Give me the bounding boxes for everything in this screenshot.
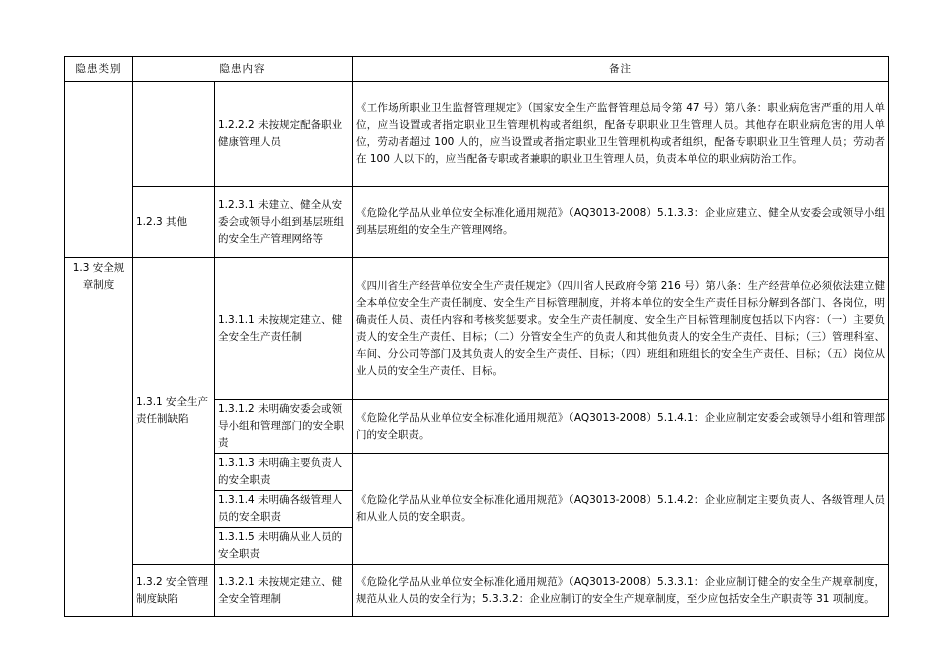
subcategory-cell: 1.3.2 安全管理制度缺陷 xyxy=(133,565,215,617)
header-row xyxy=(65,57,889,82)
remark-cell: 《危险化学品从业单位安全标准化通用规范》（AQ3013-2008）5.1.4.1：企业应制定安委会或领导小组和管理部门的安全职责。 xyxy=(353,400,889,454)
item-cell: 1.3.1.2 未明确安委会或领导小组和管理部门的安全职责 xyxy=(215,400,353,454)
header-category: 隐患类别 xyxy=(65,57,133,82)
header-content: 隐患内容 xyxy=(133,57,353,82)
item-cell: 1.3.1.1 未按规定建立、健全安全生产责任制 xyxy=(215,258,353,400)
item-cell: 1.3.1.4 未明确各级管理人员的安全职责 xyxy=(215,491,353,528)
table-row xyxy=(65,187,889,258)
table-row xyxy=(65,258,889,400)
category-cell xyxy=(65,82,133,258)
subcategory-cell: 1.3.1 安全生产责任制缺陷 xyxy=(133,258,215,565)
item-cell: 1.3.1.5 未明确从业人员的安全职责 xyxy=(215,528,353,565)
item-cell: 1.2.2.2 未按规定配备职业健康管理人员 xyxy=(215,82,353,187)
remark-cell: 《四川省生产经营单位安全生产责任规定》（四川省人民政府令第 216 号）第八条：生产经营单位必须依法建立健全本单位安全生产责任制度、安全生产目标管理制度，并将本单位的安全生产责任目标分解到各部门、各岗位，明确责任人员、责任内容和考核奖惩要求。安全生产责任制度、安全生产目标管理制度包括以下内容：（一）主要负责人的安全生产责任、目标；（二）分管安全生产的负责人和其他负责人的安全生产责任、目标；（三）管理科室、车间、分公司等部门及其负责人的安全生产责任、目标；（四）班组和班组长的安全生产责任、目标；（五）岗位从业人员的安全生产责任、目标。 xyxy=(353,258,889,400)
remark-cell: 《工作场所职业卫生监督管理规定》（国家安全生产监督管理总局令第 47 号）第八条：职业病危害严重的用人单位，应当设置或者指定职业卫生管理机构或者组织，配备专职职业卫生管理人员。其他存在职业病危害的用人单位，劳动者超过 100 人的，应当设置或者指定职业卫生管理机构或者组织，配备专职职业卫生管理人员；劳动者在 100 人以下的，应当配备专职或者兼职的职业卫生管理人员，负责本单位的职业病防治工作。 xyxy=(353,82,889,187)
item-cell: 1.3.1.3 未明确主要负责人的安全职责 xyxy=(215,454,353,491)
remark-cell: 《危险化学品从业单位安全标准化通用规范》（AQ3013-2008）5.1.3.3：企业应建立、健全从安委会或领导小组到基层班组的安全生产管理网络。 xyxy=(353,187,889,258)
item-cell: 1.3.2.1 未按规定建立、健全安全管理制 xyxy=(215,565,353,617)
subcategory-cell xyxy=(133,82,215,187)
item-cell: 1.2.3.1 未建立、健全从安委会或领导小组到基层班组的安全生产管理网络等 xyxy=(215,187,353,258)
table-row xyxy=(65,565,889,617)
header-remarks: 备注 xyxy=(353,57,889,82)
hazard-table xyxy=(64,56,889,617)
remark-cell: 《危险化学品从业单位安全标准化通用规范》（AQ3013-2008）5.1.4.2：企业应制定主要负责人、各级管理人员和从业人员的安全职责。 xyxy=(353,454,889,565)
subcategory-cell: 1.2.3 其他 xyxy=(133,187,215,258)
remark-cell: 《危险化学品从业单位安全标准化通用规范》（AQ3013-2008）5.3.3.1：企业应制订健全的安全生产规章制度，规范从业人员的安全行为；5.3.3.2：企业应制订的安全生产规章制度，至少应包括安全生产职责等 31 项制度。 xyxy=(353,565,889,617)
table-row xyxy=(65,82,889,187)
category-cell: 1.3 安全规章制度 xyxy=(65,258,133,617)
